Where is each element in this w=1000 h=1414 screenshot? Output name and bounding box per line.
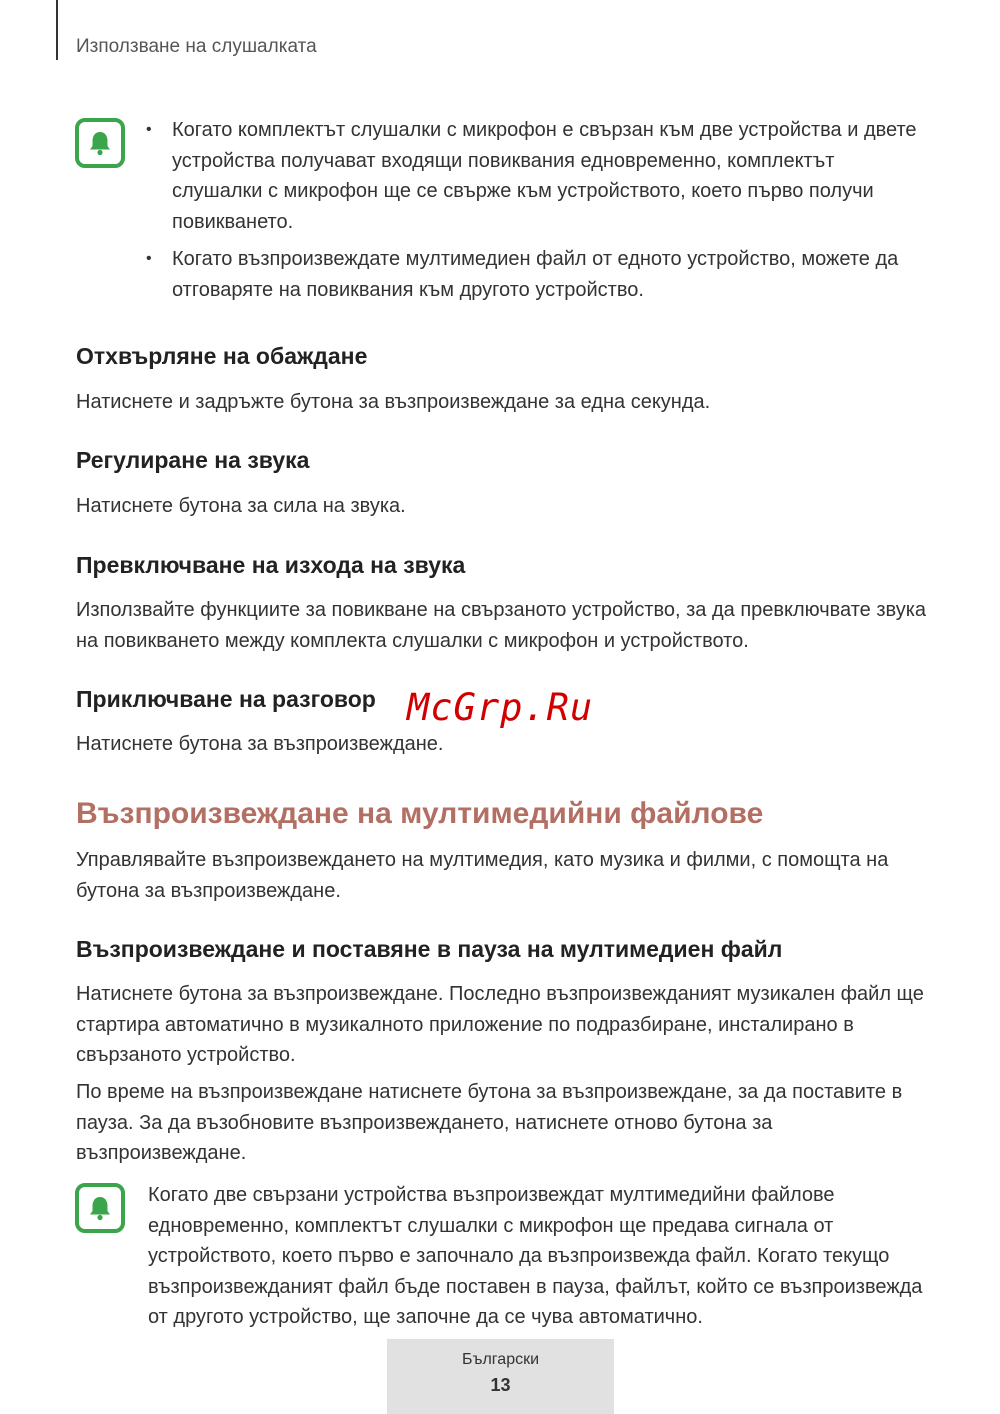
note-bullet-text: Когато комплектът слушалки с микрофон е свързан към две устройства и двете устройства получават входящи повиквания едновременно, комплектът слушалки с микрофон ще се свърже към устройството, което първо получи повикването. xyxy=(172,119,917,233)
text-media-intro: Управлявайте възпроизвеждането на мултимедия, като музика и филми, с помощта на бутона за възпроизвеждане. xyxy=(76,849,889,902)
note-bullet-item xyxy=(146,244,926,305)
footer-language: Български xyxy=(461,1351,540,1368)
text-reject-call: Натиснете и задръжте бутона за възпроизвеждане за една секунда. xyxy=(76,391,711,413)
note-bullet-item xyxy=(146,115,926,237)
watermark: McGrp.Ru xyxy=(407,686,594,729)
text-adjust-volume: Натиснете бутона за сила на звука. xyxy=(76,495,406,517)
note-text-media: Когато две свързани устройства възпроизвеждат мултимедийни файлове едновременно, комплектът слушалки с микрофон ще предава сигнала от устройството, което първо е започнало да възпроизвежда файл. Когато текущо възпроизвежданият файл бъде поставен в пауза, файлът, който се възпроизвежда от другото устройство, ще започне да се чува автоматично. xyxy=(148,1184,923,1328)
heading-switch-output: Превключване на изхода на звука xyxy=(76,552,466,578)
bullet-dot: • xyxy=(146,121,152,138)
text-play-pause-1: Натиснете бутона за възпроизвеждане. Последно възпроизвежданият музикален файл ще стартира автоматично в музикалното приложение по подразбиране, инсталирано в свързаното устройство. xyxy=(76,983,924,1066)
page-number: 13 xyxy=(490,1375,511,1395)
heading-adjust-volume: Регулиране на звука xyxy=(76,447,310,473)
heading-reject-call: Отхвърляне на обаждане xyxy=(76,343,368,369)
text-switch-output: Използвайте функциите за повикване на свързаното устройство, за да превключвате звука на повикването между комплекта слушалки с микрофон и устройството. xyxy=(76,599,927,652)
note-bullet-text: Когато възпроизвеждате мултимедиен файл от едното устройство, можете да отговаряте на повиквания към другото устройство. xyxy=(172,248,899,301)
heading-play-pause: Възпроизвеждане и поставяне в пауза на мултимедиен файл xyxy=(76,936,783,962)
notification-bell-icon xyxy=(75,118,125,168)
text-play-pause-2: По време на възпроизвеждане натиснете бутона за възпроизвеждане, за да поставите в пауза. За да възобновите възпроизвеждането, натиснете отново бутона за възпроизвеждане. xyxy=(76,1081,903,1164)
section-title-media: Възпроизвеждане на мултимедийни файлове xyxy=(76,797,764,830)
heading-end-call: Приключване на разговор xyxy=(76,686,376,712)
page-footer xyxy=(387,1339,614,1414)
notification-bell-icon xyxy=(75,1183,125,1233)
running-header: Използване на слушалката xyxy=(76,36,317,57)
bullet-dot: • xyxy=(146,250,152,267)
header-side-rule xyxy=(56,0,58,60)
text-end-call: Натиснете бутона за възпроизвеждане. xyxy=(76,733,444,755)
note-bullet-list xyxy=(146,115,926,312)
